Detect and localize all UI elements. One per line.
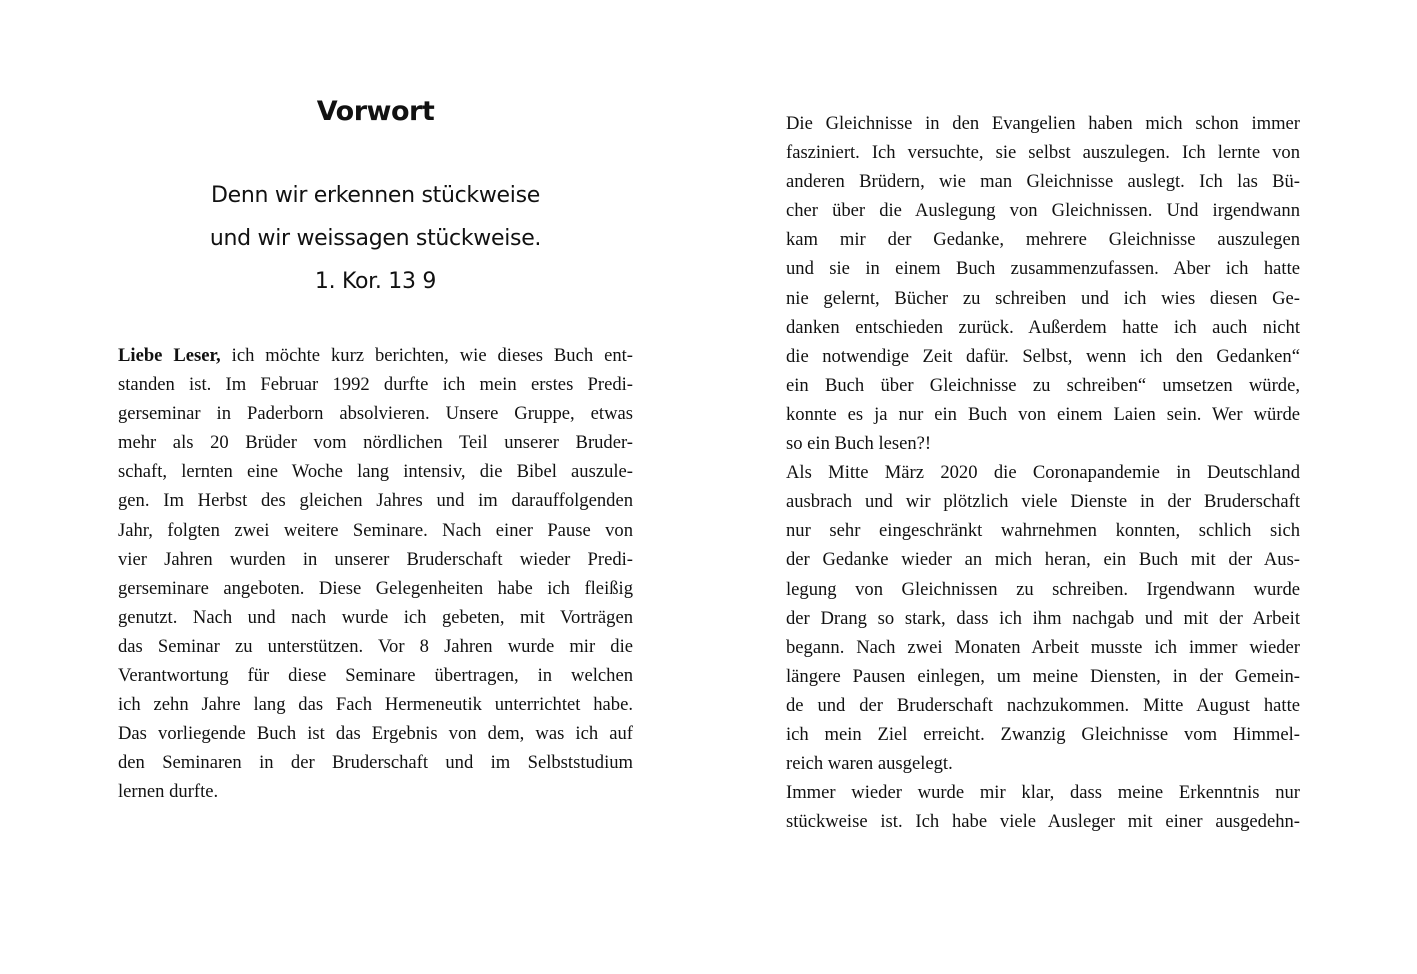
text-line: begann. Nach zwei Monaten Arbeit musste ich immer wieder [786,636,1300,658]
text-line: stückweise ist. Ich habe viele Ausleger mit einer ausgedehn- [786,811,1300,833]
text-line: lernen durfte. [118,781,219,803]
text-line: Als Mitte März 2020 die Coronapandemie in Deutschland [786,462,1300,484]
text-line: danken entschieden zurück. Außerdem hatte ich auch nicht [786,316,1300,338]
text-line: Das vorliegende Buch ist das Ergebnis von dem, was ich auf [118,723,633,745]
text-line: Jahr, folgten zwei weitere Seminare. Nach einer Pause von [118,519,633,541]
text-line: fasziniert. Ich versuchte, sie selbst auszulegen. Ich lernte von [786,142,1300,164]
text-line: cher über die Auslegung von Gleichnissen. Und irgendwann [786,200,1300,222]
text-line: konnte es ja nur ein Buch von einem Laien sein. Wer würde [786,403,1300,425]
text-line: der Gedanke wieder an mich heran, ein Buch mit der Aus- [786,549,1300,571]
text-line: Verantwortung für diese Seminare übertragen, in welchen [118,665,633,687]
text-line: de und der Bruderschaft nachzukommen. Mitte August hatte [786,694,1300,716]
bible-verse-motto [118,174,633,303]
right-body-text [786,109,1300,836]
text-line: die notwendige Zeit dafür. Selbst, wenn ich den Gedanken“ [786,345,1300,367]
verse-reference: 1. Kor. 13 9 [314,269,437,294]
text-line: standen ist. Im Februar 1992 durfte ich mein erstes Predi- [118,374,633,396]
text-line: nur sehr eingeschränkt wahrnehmen konnten, schlich sich [786,520,1300,542]
text-line: das Seminar zu unterstützen. Vor 8 Jahren wurde mir die [118,635,633,657]
text-line: so ein Buch lesen?! [786,433,932,455]
motto-line: Denn wir erkennen stückweise [210,183,541,208]
left-body-text [118,341,633,807]
text-line: gerseminare angeboten. Diese Gelegenheiten habe ich fleißig [118,577,633,599]
salutation: Liebe Leser, [118,345,221,366]
text-line: ein Buch über Gleichnisse zu schreiben“ umsetzen würde, [786,374,1300,396]
text-line: anderen Brüdern, wie man Gleichnisse auslegt. Ich las Bü- [786,171,1300,193]
text-line: vier Jahren wurden in unserer Bruderschaft wieder Predi- [118,548,633,570]
text-line: genutzt. Nach und nach wurde ich gebeten, mit Vorträgen [118,606,633,628]
text-line: der Drang so stark, dass ich ihm nachgab und mit der Arbeit [786,607,1300,629]
text-line: Immer wieder wurde mir klar, dass meine Erkenntnis nur [786,782,1300,804]
text-line: schaft, lernten eine Woche lang intensiv, die Bibel auszule- [118,461,633,483]
text-line: gerseminar in Paderborn absolvieren. Unsere Gruppe, etwas [118,403,633,425]
text-line: mehr als 20 Brüder vom nördlichen Teil unserer Bruder- [118,432,633,454]
text-line: ausbrach und wir plötzlich viele Dienste in der Bruderschaft [786,491,1300,513]
text-line: Liebe Leser, ich möchte kurz berichten, wie dieses Buch ent- [118,345,633,366]
text-line: längere Pausen einlegen, um meine Diensten, in der Gemein- [786,665,1300,687]
text-line: und sie in einem Buch zusammenzufassen. Aber ich hatte [786,258,1300,280]
text-line: ich zehn Jahre lang das Fach Hermeneutik unterrichtet habe. [118,694,633,716]
text-line: nie gelernt, Bücher zu schreiben und ich wies diesen Ge- [786,287,1300,309]
page-title: Vorwort [316,96,435,127]
text-line: reich waren ausgelegt. [786,753,953,775]
text-line: Die Gleichnisse in den Evangelien haben mich schon immer [786,113,1300,134]
text-line: kam mir der Gedanke, mehrere Gleichnisse auszulegen [786,229,1300,251]
motto-line: und wir weissagen stückweise. [209,226,542,251]
text-line: ich mein Ziel erreicht. Zwanzig Gleichnisse vom Himmel- [786,723,1300,745]
text-line: legung von Gleichnissen zu schreiben. Irgendwann wurde [786,578,1300,600]
text-line: den Seminaren in der Bruderschaft und im Selbststudium [118,752,633,774]
text-line: gen. Im Herbst des gleichen Jahres und im darauffolgenden [118,490,633,512]
